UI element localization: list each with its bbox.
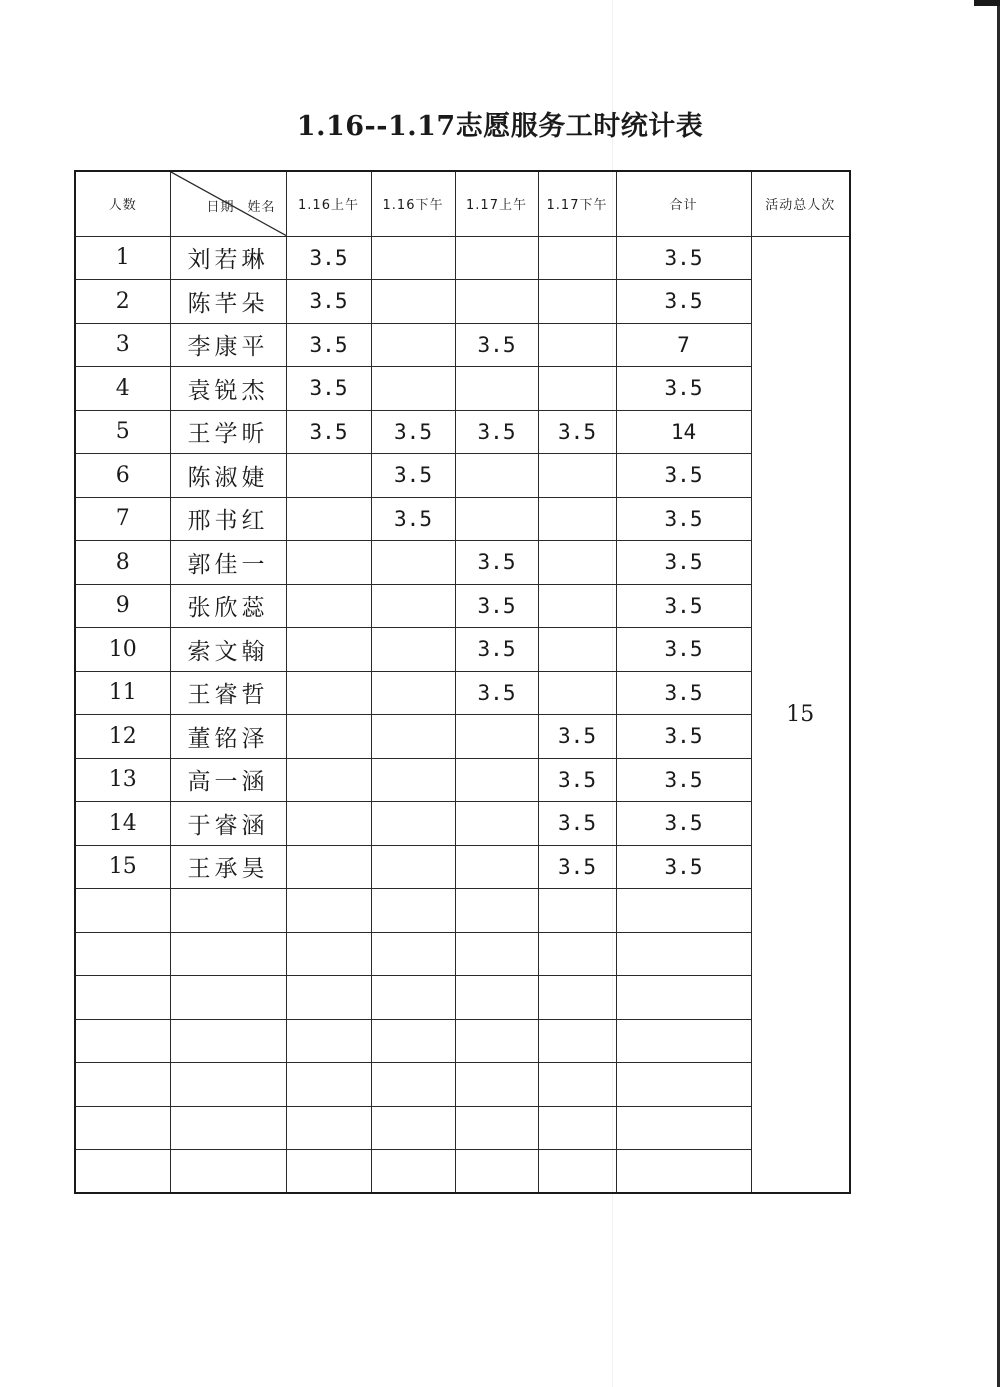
hours-cell [538,367,616,411]
hours-cell [286,497,371,541]
row-index: 7 [75,497,170,541]
hours-cell: 3.5 [538,758,616,802]
row-index [75,976,170,1020]
row-total: 3.5 [616,454,751,498]
hours-cell: 3.5 [371,497,455,541]
hours-cell [286,976,371,1020]
hours-cell [371,541,455,585]
hours-cell [371,1019,455,1063]
volunteer-hours-table [74,170,851,1194]
row-index: 3 [75,323,170,367]
row-total [616,1106,751,1150]
row-total: 3.5 [616,367,751,411]
table-row [75,1106,850,1150]
row-index: 12 [75,715,170,759]
table-row [75,671,850,715]
hours-cell [538,454,616,498]
hours-cell [538,497,616,541]
volunteer-name [170,932,286,976]
row-index [75,932,170,976]
hours-cell [286,758,371,802]
hours-cell [371,584,455,628]
hours-cell [286,541,371,585]
table-row [75,1063,850,1107]
volunteer-name [170,1019,286,1063]
table-row [75,845,850,889]
hours-cell [455,845,538,889]
hours-cell [286,1106,371,1150]
row-total: 3.5 [616,541,751,585]
hours-cell [538,671,616,715]
hours-cell [286,584,371,628]
hours-cell [538,280,616,324]
volunteer-name [170,1150,286,1194]
volunteer-name: 李康平 [170,323,286,367]
hours-cell [371,323,455,367]
row-index [75,889,170,933]
table-row [75,410,850,454]
header-name-label: 姓名 [247,200,276,215]
volunteer-name: 邢书红 [170,497,286,541]
header-diagonal [170,171,286,236]
hours-cell [455,932,538,976]
hours-cell [455,454,538,498]
table-row [75,715,850,759]
hours-cell: 3.5 [538,410,616,454]
row-index [75,1150,170,1194]
hours-cell: 3.5 [286,236,371,280]
row-total [616,932,751,976]
hours-cell [286,454,371,498]
hours-cell [538,236,616,280]
row-index: 4 [75,367,170,411]
hours-cell: 3.5 [455,541,538,585]
row-total: 7 [616,323,751,367]
hours-cell [286,715,371,759]
hours-cell [538,976,616,1020]
header-index: 人数 [75,171,170,236]
row-total: 3.5 [616,845,751,889]
row-index: 8 [75,541,170,585]
header-col-3: 1.17上午 [455,171,538,236]
row-index [75,1019,170,1063]
hours-cell [371,758,455,802]
row-total [616,1150,751,1194]
hours-cell: 3.5 [455,671,538,715]
hours-cell [455,976,538,1020]
row-index: 11 [75,671,170,715]
volunteer-name [170,976,286,1020]
hours-cell: 3.5 [286,323,371,367]
volunteer-name: 陈淑婕 [170,454,286,498]
row-total: 3.5 [616,758,751,802]
hours-cell [371,1150,455,1194]
volunteer-name: 陈芊朵 [170,280,286,324]
document-title: 1.16--1.17志愿服务工时统计表 [296,111,704,142]
table-body [75,236,850,1193]
hours-cell [455,1063,538,1107]
volunteer-name: 王承昊 [170,845,286,889]
header-total: 合计 [616,171,751,236]
hours-cell: 3.5 [371,410,455,454]
scan-mark [974,0,1000,6]
table-row [75,1019,850,1063]
table-row [75,454,850,498]
hours-cell [371,802,455,846]
table-row [75,628,850,672]
hours-cell: 3.5 [455,323,538,367]
row-total: 3.5 [616,280,751,324]
row-total: 3.5 [616,671,751,715]
volunteer-name [170,1106,286,1150]
row-index: 2 [75,280,170,324]
table-row [75,541,850,585]
hours-cell [455,367,538,411]
row-total: 3.5 [616,497,751,541]
hours-cell: 3.5 [455,584,538,628]
hours-cell [538,932,616,976]
row-index: 5 [75,410,170,454]
table-row [75,323,850,367]
hours-cell: 3.5 [455,628,538,672]
hours-cell: 3.5 [538,715,616,759]
hours-cell [371,1063,455,1107]
hours-cell: 3.5 [286,367,371,411]
table-row [75,236,850,280]
table-row [75,497,850,541]
hours-cell: 3.5 [371,454,455,498]
hours-cell [538,1150,616,1194]
row-total: 3.5 [616,715,751,759]
hours-cell [455,715,538,759]
hours-cell [538,1019,616,1063]
hours-cell: 3.5 [455,410,538,454]
hours-cell [538,889,616,933]
volunteer-name: 张欣蕊 [170,584,286,628]
hours-cell [286,802,371,846]
row-total [616,1019,751,1063]
row-index: 10 [75,628,170,672]
header-row [75,171,850,236]
hours-cell [455,889,538,933]
volunteer-name: 于睿涵 [170,802,286,846]
row-index: 14 [75,802,170,846]
row-total [616,976,751,1020]
hours-cell [371,628,455,672]
volunteer-name: 索文翰 [170,628,286,672]
hours-cell [286,671,371,715]
hours-cell [455,236,538,280]
table-row [75,758,850,802]
hours-cell [286,1150,371,1194]
hours-cell [371,236,455,280]
hours-cell: 3.5 [538,845,616,889]
volunteer-name: 董铭泽 [170,715,286,759]
row-total: 14 [616,410,751,454]
volunteer-name: 王学昕 [170,410,286,454]
hours-cell [371,1106,455,1150]
hours-cell [455,280,538,324]
hours-cell [455,1150,538,1194]
row-total [616,1063,751,1107]
hours-cell [371,367,455,411]
hours-cell [538,1063,616,1107]
hours-cell [371,280,455,324]
row-index: 15 [75,845,170,889]
table-row [75,280,850,324]
hours-cell: 3.5 [286,410,371,454]
hours-cell: 3.5 [286,280,371,324]
volunteer-name: 高一涵 [170,758,286,802]
table-row [75,932,850,976]
table-row [75,367,850,411]
header-col-1: 1.16上午 [286,171,371,236]
hours-cell [371,932,455,976]
hours-cell [455,1019,538,1063]
hours-cell [286,1019,371,1063]
row-index: 6 [75,454,170,498]
hours-cell [371,976,455,1020]
row-total: 3.5 [616,802,751,846]
volunteer-name: 郭佳一 [170,541,286,585]
hours-cell [286,889,371,933]
table-row [75,1150,850,1194]
volunteer-name: 刘若琳 [170,236,286,280]
volunteer-name: 王睿哲 [170,671,286,715]
hours-cell [538,1106,616,1150]
row-index [75,1063,170,1107]
hours-cell [286,845,371,889]
overall-count: 15 [751,236,850,1193]
hours-cell [286,932,371,976]
volunteer-name: 袁锐杰 [170,367,286,411]
row-index: 1 [75,236,170,280]
hours-cell [371,845,455,889]
row-total: 3.5 [616,584,751,628]
row-total: 3.5 [616,628,751,672]
header-overall: 活动总人次 [751,171,850,236]
table-row [75,976,850,1020]
hours-cell [371,889,455,933]
hours-cell [286,628,371,672]
hours-cell [455,802,538,846]
hours-cell [538,628,616,672]
header-col-2: 1.16下午 [371,171,455,236]
table-row [75,889,850,933]
hours-cell [538,323,616,367]
volunteer-name [170,889,286,933]
hours-cell [455,1106,538,1150]
row-index [75,1106,170,1150]
hours-cell [455,497,538,541]
hours-cell [538,584,616,628]
hours-cell [538,541,616,585]
hours-cell [371,715,455,759]
hours-cell: 3.5 [538,802,616,846]
row-index: 13 [75,758,170,802]
row-total: 3.5 [616,236,751,280]
header-date-label: 日期 [206,200,235,215]
row-index: 9 [75,584,170,628]
header-col-4: 1.17下午 [538,171,616,236]
hours-cell [286,1063,371,1107]
table-row [75,584,850,628]
volunteer-name [170,1063,286,1107]
hours-cell [455,758,538,802]
table-row [75,802,850,846]
hours-cell [371,671,455,715]
row-total [616,889,751,933]
